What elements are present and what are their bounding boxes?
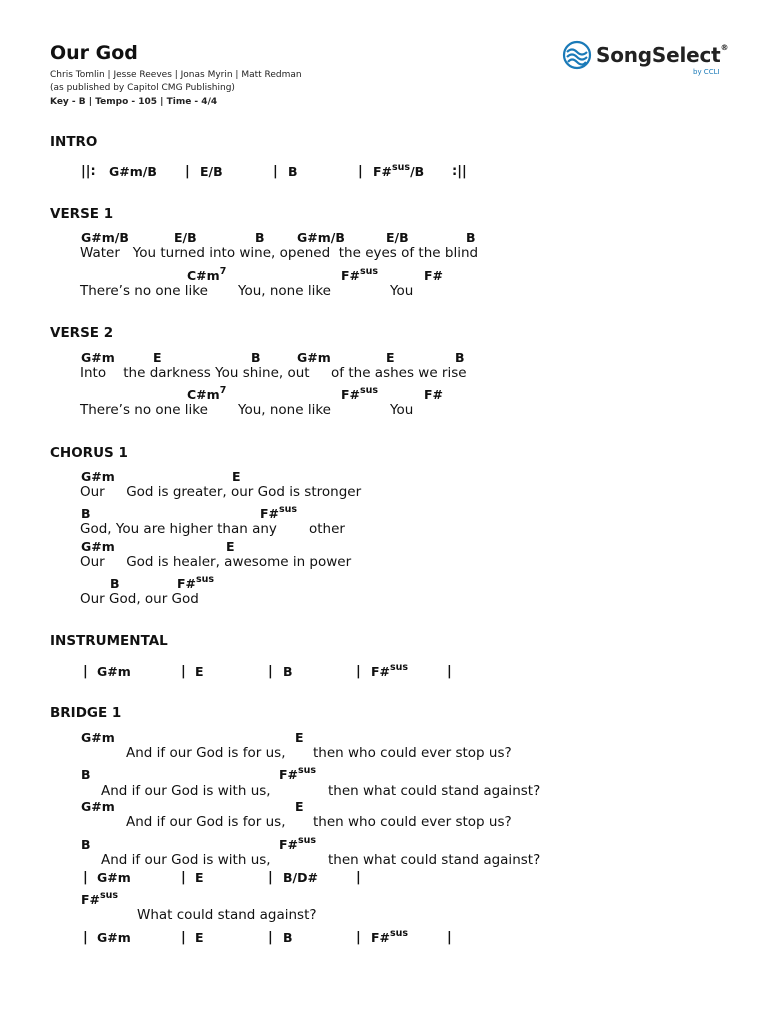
- lyric-fragment: And if our God is for us,: [126, 814, 286, 830]
- lyric-fragment: And if our God is with us,: [101, 852, 271, 868]
- chord: G#m: [81, 730, 115, 745]
- chord: B/D#: [283, 870, 318, 885]
- lyric-line: Into the darkness You shine, out of the ashes we rise: [80, 365, 467, 381]
- chord: B: [255, 230, 265, 245]
- chord: F#: [424, 268, 444, 283]
- lyric-fragment: God, You are higher than any: [80, 521, 277, 537]
- section-intro: INTRO: [50, 134, 98, 150]
- bar-line: |: [273, 164, 278, 179]
- chord: E: [195, 664, 204, 679]
- chord: E: [295, 799, 304, 814]
- chord: F#$^{sus}$: [341, 385, 379, 402]
- song-publisher: (as published by Capitol CMG Publishing): [50, 83, 235, 93]
- chord: F#$^{sus}$/B: [373, 162, 425, 179]
- lyric-fragment: then what could stand against?: [328, 852, 541, 868]
- chord: G#m: [81, 799, 115, 814]
- chord: F#$^{sus}$: [371, 928, 409, 945]
- chord: F#$^{sus}$: [371, 662, 409, 679]
- chord: E/B: [174, 230, 197, 245]
- bar-line: |: [268, 930, 273, 945]
- lyric-fragment: then what could stand against?: [328, 783, 541, 799]
- section-verse-1: VERSE 1: [50, 206, 114, 222]
- chord: G#m: [97, 930, 131, 945]
- intro-repeat-start: ||:: [81, 164, 96, 179]
- lyric-fragment: then who could ever stop us?: [313, 745, 512, 761]
- bar-line: |: [83, 664, 88, 679]
- bar-line: |: [181, 870, 186, 885]
- chord: $C\#m^7$: [187, 266, 227, 283]
- bar-line: |: [268, 870, 273, 885]
- bar-line: |: [447, 664, 452, 679]
- bar-line: |: [83, 870, 88, 885]
- chord: F#: [424, 387, 444, 402]
- chord: $C\#m^7$: [187, 385, 227, 402]
- lyric-line: Our God is greater, our God is stronger: [80, 484, 362, 500]
- bar-line: |: [447, 930, 452, 945]
- chord: B: [81, 506, 91, 521]
- chord: B: [283, 930, 293, 945]
- bar-line: |: [356, 664, 361, 679]
- bar-line: |: [356, 870, 361, 885]
- chord: E: [386, 350, 395, 365]
- chord: B: [110, 576, 120, 591]
- lyric-fragment: You, none like: [238, 283, 331, 299]
- chord: E: [195, 930, 204, 945]
- lyric-fragment: And if our God is with us,: [101, 783, 271, 799]
- bar-line: |: [358, 164, 363, 179]
- bar-line: |: [185, 164, 190, 179]
- section-chorus-1: CHORUS 1: [50, 445, 128, 461]
- chord: F#$^{sus}$: [279, 765, 317, 782]
- chord: G#m/B: [81, 230, 129, 245]
- song-info: Key - B | Tempo - 105 | Time - 4/4: [50, 97, 218, 107]
- chord: G#m/B: [297, 230, 345, 245]
- lyric-line: Water You turned into wine, opened the eyes of the blind: [80, 245, 479, 261]
- chord: E: [232, 469, 241, 484]
- chord: G#m: [297, 350, 331, 365]
- chord: B: [466, 230, 476, 245]
- lyric-fragment: other: [309, 521, 345, 537]
- bar-line: |: [181, 664, 186, 679]
- chord: G#m/B: [109, 164, 157, 179]
- lyric-fragment: There’s no one like: [80, 283, 208, 299]
- chord: F#$^{sus}$: [341, 266, 379, 283]
- chord: F#$^{sus}$: [81, 890, 119, 907]
- chord: F#$^{sus}$: [279, 835, 317, 852]
- lyric-line: Our God, our God: [80, 591, 199, 607]
- chord: E: [226, 539, 235, 554]
- lyric-fragment: And if our God is for us,: [126, 745, 286, 761]
- chord: G#m: [97, 870, 131, 885]
- bar-line: |: [83, 930, 88, 945]
- lyric-line: What could stand against?: [137, 907, 317, 923]
- chord: B: [81, 767, 91, 782]
- section-verse-2: VERSE 2: [50, 325, 114, 341]
- chord: E: [295, 730, 304, 745]
- bar-line: |: [268, 664, 273, 679]
- chord: E: [153, 350, 162, 365]
- chord: B: [455, 350, 465, 365]
- lyric-fragment: You: [390, 283, 414, 299]
- bar-line: |: [356, 930, 361, 945]
- song-title: Our God: [50, 42, 138, 64]
- chord: B: [251, 350, 261, 365]
- song-authors: Chris Tomlin | Jesse Reeves | Jonas Myrin | Matt Redman: [50, 70, 302, 80]
- songselect-logo-icon: [562, 40, 592, 70]
- lyric-line: Our God is healer, awesome in power: [80, 554, 352, 570]
- chord: E/B: [386, 230, 409, 245]
- songselect-logo-sub: by CCLI: [693, 68, 720, 76]
- lyric-fragment: You: [390, 402, 414, 418]
- bar-line: |: [181, 930, 186, 945]
- section-instrumental: INSTRUMENTAL: [50, 633, 168, 649]
- chord: G#m: [81, 469, 115, 484]
- chord: F#$^{sus}$: [177, 574, 215, 591]
- songselect-logo: [562, 40, 729, 76]
- section-bridge-1: BRIDGE 1: [50, 705, 122, 721]
- chord: G#m: [81, 350, 115, 365]
- chord: E: [195, 870, 204, 885]
- songselect-logo-text: SongSelect®: [596, 43, 729, 67]
- chord: B: [283, 664, 293, 679]
- lyric-fragment: There’s no one like: [80, 402, 208, 418]
- chord: B: [288, 164, 298, 179]
- chord: G#m: [97, 664, 131, 679]
- chord: B: [81, 837, 91, 852]
- chord: E/B: [200, 164, 223, 179]
- chord: F#$^{sus}$: [260, 504, 298, 521]
- lyric-fragment: You, none like: [238, 402, 331, 418]
- intro-repeat-end: :||: [452, 164, 467, 179]
- lyric-fragment: then who could ever stop us?: [313, 814, 512, 830]
- chord: G#m: [81, 539, 115, 554]
